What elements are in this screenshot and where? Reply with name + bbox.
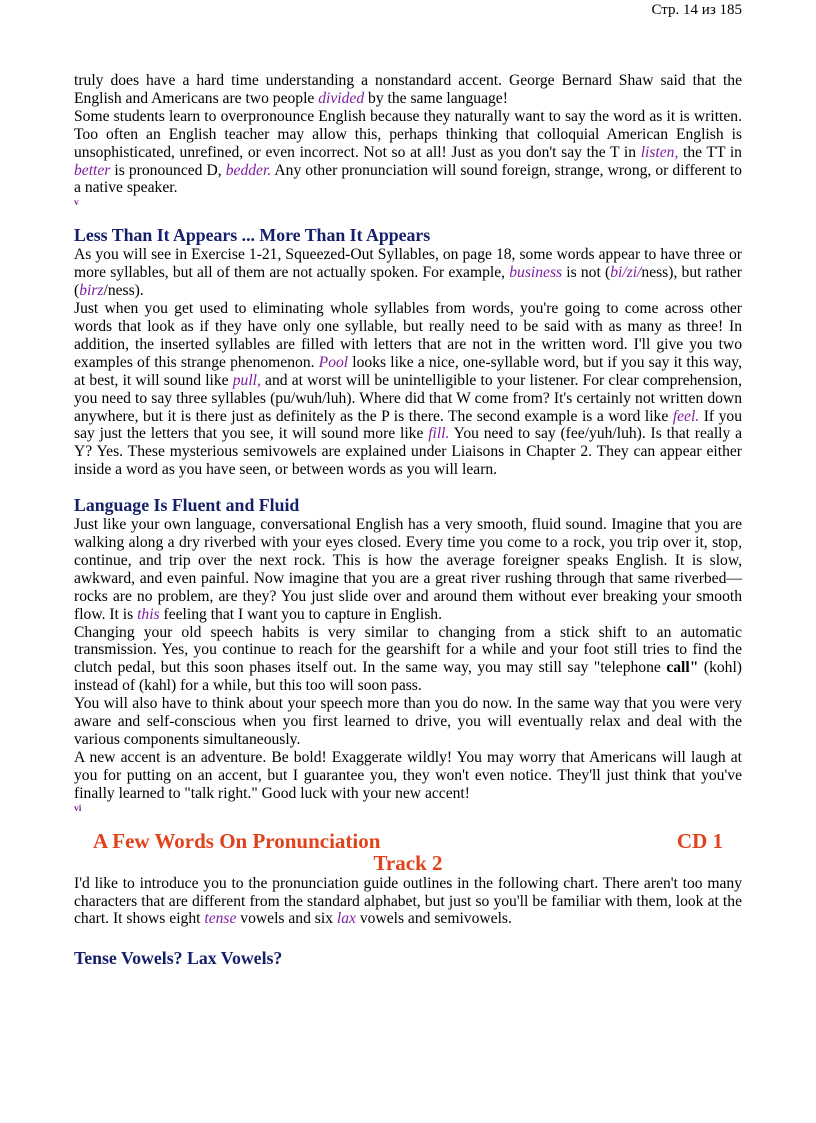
chapter-title-block — [74, 829, 742, 875]
emphasis-word: bi/zi/ — [610, 264, 642, 282]
section-heading-less-than-it-appears: Less Than It Appears ... More Than It Appears — [74, 225, 431, 246]
emphasis-word: Pool — [318, 353, 349, 371]
emphasis-word: fill. — [428, 425, 450, 443]
emphasis-word: listen, — [640, 143, 679, 161]
emphasis-word: divided — [318, 89, 365, 107]
page-marker-link[interactable]: vi — [74, 803, 82, 814]
section2-paragraph-1: Just like your own language, conversational English has a very smooth, fluid sound. Imagine that you are walking along a dry riverbed with your eyes closed. Every time you come to a rock, you trip over it, stop, continue, and trip over the next rock. This is how the average foreigner speaks English. It is slow, awkward, and even painful. Now imagine that you are a great river rushing through that same riverbed—rocks are no problem, are they? You just slide over and around them without ever breaking your smooth flow. It is this feeling that I want you to capture in English. — [74, 516, 742, 623]
chapter-title: A Few Words On Pronunciation — [93, 828, 381, 853]
intro-paragraph-2: Some students learn to overpronounce English because they naturally want to say the word as it is written. Too often an English teacher may allow this, perhaps thinking that colloquial American English is unsophisticated, unrefined, or even incorrect. Not so at all! Just as you don't say the T in listen, the TT in better is pronounced D, bedder. Any other pronunciation will sound foreign, strange, wrong, or different to a native speaker. — [74, 107, 742, 197]
bold-word: call" — [666, 659, 699, 677]
emphasis-word: this — [137, 605, 160, 623]
cd-label: CD 1 — [676, 828, 723, 853]
section-heading-tense-lax: Tense Vowels? Lax Vowels? — [74, 948, 283, 969]
emphasis-word: business — [509, 264, 563, 282]
emphasis-word: tense — [204, 910, 237, 928]
section2-paragraph-3: You will also have to think about your speech more than you do now. In the same way that you were very aware and self-conscious when you first learned to drive, you will eventually relax and deal with the various components simultaneously. — [74, 695, 742, 748]
emphasis-word: lax — [336, 910, 356, 928]
emphasis-word: bedder. — [225, 161, 272, 179]
emphasis-word: pull, — [232, 371, 261, 389]
section1-paragraph-2: Just when you get used to eliminating whole syllables from words, you're going to come across other words that look as if they have only one syllable, but really need to be said with as many as three! In addition, the inserted syllables are filled with letters that are not in the written word. I'll give you two examples of this strange phenomenon. Pool looks like a nice, one-syllable word, but if you say it this way, at best, it will sound like pull, and at worst will be unintelligible to your listener. For clear comprehension, you need to say three syllables (pu/wuh/luh). Where did that W come from? It's certainly not written down anywhere, but it is there just as definitely as the P is there. The second example is a word like feel. If you say just the letters that you see, it will sound more like fill. You need to say (fee/yuh/luh). Is that really a Y? Yes. These mysterious semivowels are explained under Liaisons in Chapter 2. They can appear either inside a word as you have seen, or between words as you will learn. — [74, 300, 743, 479]
intro-paragraph-1: truly does have a hard time understanding a nonstandard accent. George Bernard Shaw said that the English and Americans are two people divided by the same language! — [74, 72, 742, 107]
document-body — [74, 72, 742, 969]
chapter-paragraph-1: I'd like to introduce you to the pronunciation guide outlines in the following chart. There aren't too many characters that are different from the standard alphabet, but just so you'll be familiar with them, look at the chart. It shows eight tense vowels and six lax vowels and semivowels. — [74, 874, 742, 928]
page-number-header: Стр. 14 из 185 — [651, 2, 742, 18]
emphasis-word: feel. — [672, 407, 700, 425]
section2-paragraph-4: A new accent is an adventure. Be bold! Exaggerate wildly! You may worry that Americans will laugh at you for putting on an accent, but I guarantee you, they won't even notice. They'll just think that you've finally learned to "talk right." Good luck with your new accent! — [74, 748, 742, 802]
section2-paragraph-2: Changing your old speech habits is very similar to changing from a stick shift to an automatic transmission. Yes, you continue to reach for the gearshift for a while and your foot still tries to find the clutch pedal, but this soon phases itself out. In the same way, you may still say "telephone call" (kohl) instead of (kahl) for a while, but this too will soon pass. — [74, 623, 742, 695]
section1-paragraph-1: As you will see in Exercise 1-21, Squeezed-Out Syllables, on page 18, some words appear to have three or more syllables, but all of them are not actually spoken. For example, business is not (bi/zi/ness), but rather (birz/ness). — [74, 246, 742, 300]
page-marker-link[interactable]: v — [74, 198, 79, 209]
track-label: Track 2 — [373, 850, 443, 875]
emphasis-word: birz — [79, 282, 104, 300]
section-heading-language-fluent: Language Is Fluent and Fluid — [74, 495, 300, 516]
emphasis-word: better — [74, 161, 111, 179]
